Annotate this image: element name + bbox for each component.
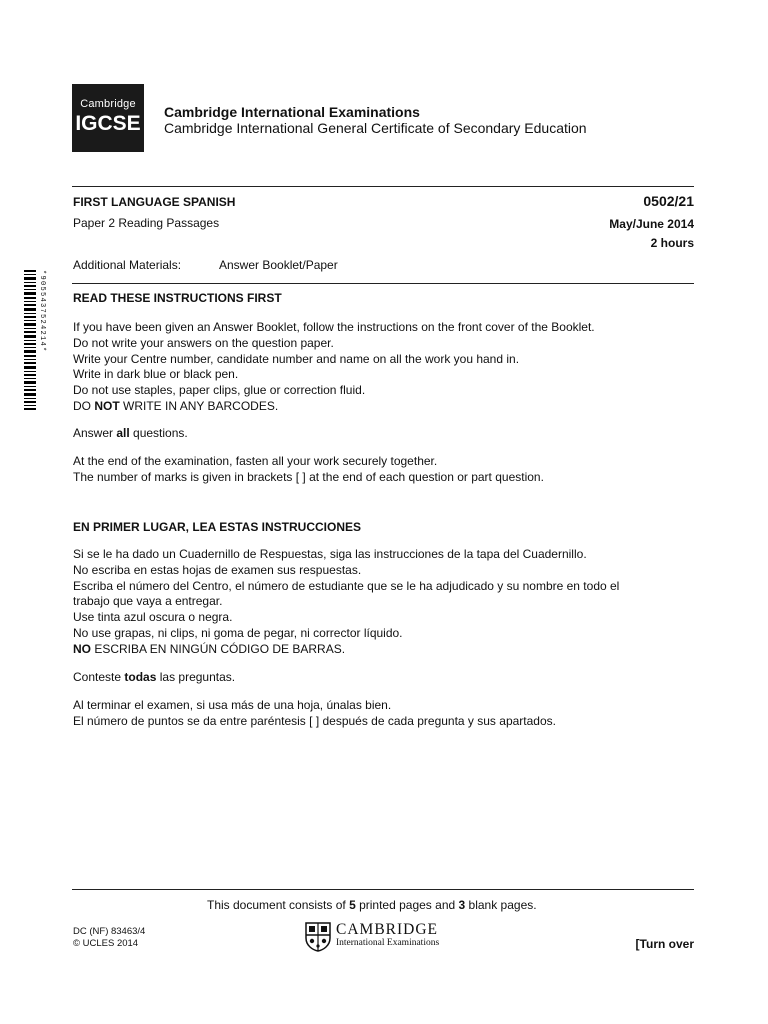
printed-pages: 5 [349, 898, 356, 912]
igcse-logo [72, 84, 144, 152]
instruction-line: Do not write your answers on the question paper. [73, 335, 334, 350]
answer-bold: todas [124, 670, 157, 684]
instruction-line: Write in dark blue or black pen. [73, 367, 239, 382]
instruction-line: Escriba el número del Centro, el número de estudiante que se le ha adjudicado y su nombre en todo el [73, 578, 620, 593]
instruction-line: El número de puntos se da entre paréntesis [ ] después de cada pregunta y sus apartados. [73, 713, 556, 728]
paper-title: Paper 2 Reading Passages [73, 216, 220, 230]
answer-pre: Conteste [73, 670, 125, 684]
pages-post: blank pages. [465, 898, 537, 912]
cambridge-wordmark-sub: International Examinations [336, 938, 440, 948]
instructions-heading-es: EN PRIMER LUGAR, LEA ESTAS INSTRUCCIONES [73, 520, 362, 534]
cambridge-wordmark: CAMBRIDGE [336, 921, 439, 938]
instruction-line: trabajo que vaya a entregar. [73, 594, 223, 609]
instructions-heading-en: READ THESE INSTRUCTIONS FIRST [73, 291, 282, 305]
blank-pages: 3 [458, 898, 466, 912]
info-divider [72, 283, 694, 284]
answer-bold: all [116, 426, 130, 440]
answer-post: questions. [129, 426, 188, 440]
answer-pre: Answer [73, 426, 117, 440]
exam-code: 0502/21 [643, 193, 694, 209]
barcode-bold: NOT [94, 398, 120, 413]
pages-mid: printed pages and [355, 898, 459, 912]
materials-value: Answer Booklet/Paper [219, 258, 338, 272]
cambridge-crest-icon [305, 922, 331, 952]
instruction-line: No escriba en estas hojas de examen sus respuestas. [73, 562, 362, 577]
org-name: Cambridge International Examinations [164, 104, 420, 120]
barcode-instruction-es [73, 642, 693, 658]
barcode-post: ESCRIBA EN NINGÚN CÓDIGO DE BARRAS. [91, 641, 346, 656]
answer-all-en [73, 426, 693, 442]
instruction-line: Use tinta azul oscura o negra. [73, 610, 233, 625]
page-count-note [207, 898, 537, 912]
dc-code: DC (NF) 83463/4 [73, 926, 146, 937]
top-divider [72, 186, 694, 187]
org-subtitle: Cambridge International General Certificate of Secondary Education [164, 120, 587, 136]
barcode-pre: DO [73, 398, 95, 413]
footer-divider [72, 889, 694, 890]
answer-post: las preguntas. [156, 670, 236, 684]
end-instructions-es [73, 698, 693, 730]
barcode-graphic [24, 270, 36, 410]
copyright: © UCLES 2014 [73, 938, 139, 949]
exam-duration: 2 hours [650, 236, 694, 250]
barcode-bold: NO [73, 641, 91, 656]
logo-big-text: IGCSE [75, 112, 141, 135]
instructions-list-es [73, 547, 693, 658]
pages-pre: This document consists of [207, 898, 350, 912]
logo-small-text: Cambridge [80, 98, 136, 110]
answer-all-es [73, 670, 693, 686]
turn-over: [Turn over [635, 937, 694, 951]
instruction-line: No use grapas, ni clips, ni goma de pegar, ni corrector líquido. [73, 625, 403, 640]
materials-label: Additional Materials: [73, 258, 182, 272]
subject-title: FIRST LANGUAGE SPANISH [73, 195, 236, 209]
instruction-line: Al terminar el examen, si usa más de una hoja, únalas bien. [73, 698, 392, 712]
instruction-line: If you have been given an Answer Booklet, follow the instructions on the front cover of the Booklet. [73, 320, 595, 334]
instruction-line: The number of marks is given in brackets [ ] at the end of each question or part question. [73, 469, 544, 484]
instruction-line: Write your Centre number, candidate number and name on all the work you hand in. [73, 351, 520, 366]
barcode-post: WRITE IN ANY BARCODES. [119, 398, 279, 413]
end-instructions-en [73, 454, 693, 486]
instruction-line: Si se le ha dado un Cuadernillo de Respuestas, siga las instrucciones de la tapa del Cuadernillo. [73, 547, 587, 561]
instruction-line: At the end of the examination, fasten all your work securely together. [73, 454, 438, 468]
instruction-line: Do not use staples, paper clips, glue or correction fluid. [73, 383, 366, 398]
exam-session: May/June 2014 [609, 217, 694, 231]
instructions-list-en [73, 320, 693, 415]
barcode-instruction-en [73, 399, 693, 415]
barcode-digits: *9055437524214* [38, 270, 46, 353]
document-codes [73, 926, 145, 950]
